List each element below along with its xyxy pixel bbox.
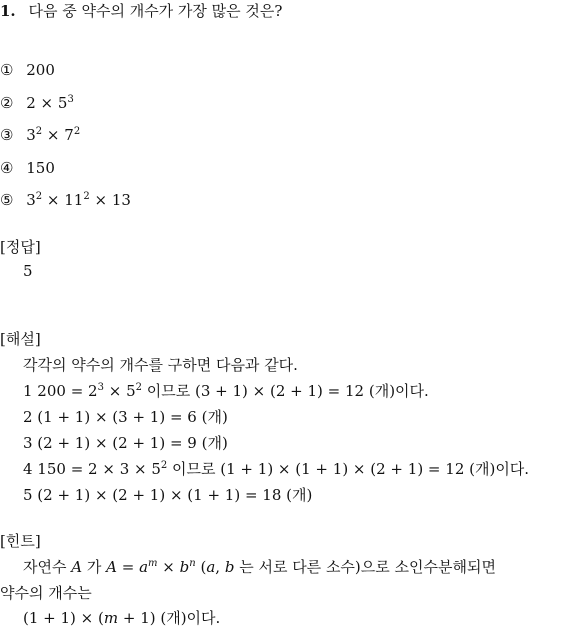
choice-5-text: $3^2 \times 11^2 \times 13$ — [26, 191, 131, 209]
hint-label: [힌트] — [0, 532, 41, 550]
choice-4-mark: ④ — [0, 159, 14, 177]
choice-2-text: $2 \times 5^3$ — [26, 94, 74, 112]
choice-1[interactable] — [0, 61, 55, 79]
question-header — [0, 0, 282, 21]
question-number: 1. — [0, 2, 16, 20]
choice-4-text: 150 — [26, 159, 55, 177]
choice-3-mark: ③ — [0, 126, 14, 144]
choice-4[interactable] — [0, 159, 55, 177]
choice-3-text: $3^2 \times 7^2$ — [26, 126, 81, 144]
solution-label: [해설] — [0, 330, 41, 348]
solution-line-2: 2 (1 + 1) × (3 + 1) = 6 (개) — [23, 408, 228, 426]
question-text: 다음 중 약수의 개수가 가장 많은 것은? — [28, 2, 283, 20]
solution-line-3: 3 (2 + 1) × (2 + 1) = 9 (개) — [23, 434, 228, 452]
solution-line-1: 1 $200 = 2^3 \times 5^2$ 이므로 (3 + 1) × (2 + 1) = 12 (개)이다. — [23, 382, 429, 400]
choice-2[interactable] — [0, 94, 74, 112]
solution-intro: 각각의 약수의 개수를 구하면 다음과 같다. — [23, 356, 298, 374]
choice-5[interactable] — [0, 191, 131, 209]
choice-2-mark: ② — [0, 94, 14, 112]
solution-line-5: 5 (2 + 1) × (2 + 1) × (1 + 1) = 18 (개) — [23, 486, 313, 504]
choice-1-text: 200 — [26, 61, 55, 79]
choice-1-mark: ① — [0, 61, 14, 79]
hint-line-3: (1 + 1) × (m + 1) (개)이다. — [23, 609, 221, 627]
solution-line-4: 4 $150 = 2 \times 3 \times 5^2$ 이므로 (1 + 1) × (1 + 1) × (2 + 1) = 12 (개)이다. — [23, 460, 530, 478]
answer-label: [정답] — [0, 238, 41, 256]
hint-line-2: 약수의 개수는 — [0, 584, 92, 602]
choice-5-mark: ⑤ — [0, 191, 14, 209]
answer-value: 5 — [23, 262, 33, 280]
hint-line-1: 자연수 A 가 $A = a^m \times b^n$ (a, b 는 서로 다른 소수)으로 소인수분해되면 — [23, 558, 496, 576]
choice-3[interactable] — [0, 126, 80, 144]
